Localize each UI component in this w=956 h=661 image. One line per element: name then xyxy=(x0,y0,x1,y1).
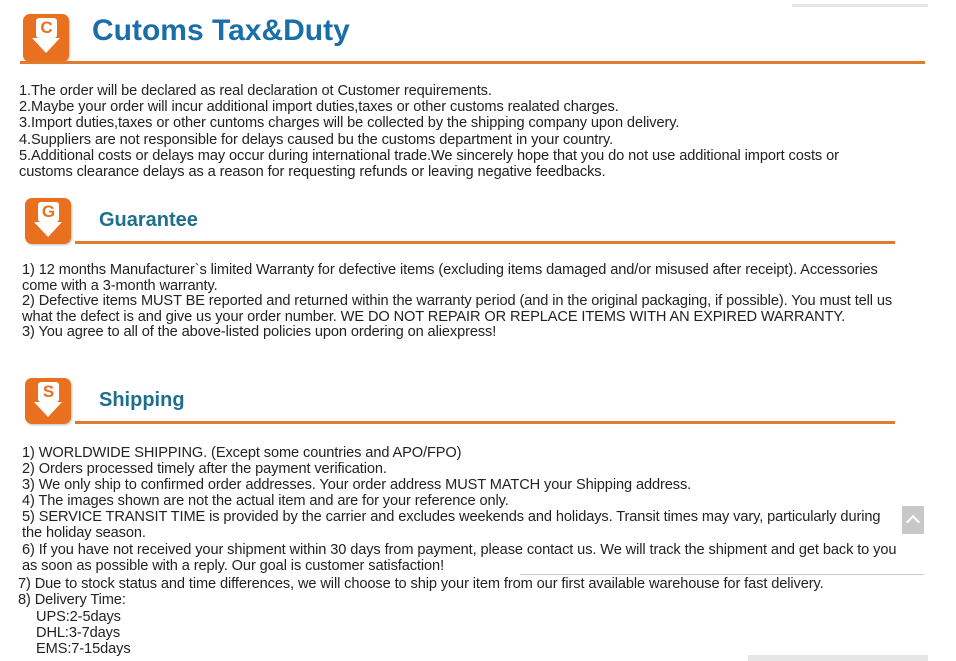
list-item: 1) WORLDWIDE SHIPPING. (Except some countries and APO/FPO) xyxy=(22,445,462,461)
list-item: 5) SERVICE TRANSIT TIME is provided by the carrier and excludes weekends and holidays. Transit times may vary, particularly during xyxy=(22,509,881,526)
list-item: 2) Orders processed timely after the payment verification. xyxy=(22,461,387,478)
list-item: 2.Maybe your order will incur additional import duties,taxes or other customs realated charges. xyxy=(19,99,619,116)
list-item: customs clearance delays as a reason for requesting refunds or leaving negative feedbacks. xyxy=(19,164,606,181)
shipping-badge-letter: S xyxy=(38,382,59,402)
shipping-list xyxy=(22,445,896,574)
guarantee-title: Guarantee xyxy=(99,209,198,231)
list-item: 1) 12 months Manufacturer`s limited Warranty for defective items (excluding items damaged and/or misused after receipt). Accessories xyxy=(22,262,878,278)
delivery-times-list xyxy=(36,609,131,657)
guarantee-divider xyxy=(75,241,895,244)
customs-divider xyxy=(20,61,925,64)
list-item: EMS:7-15days xyxy=(36,641,131,658)
scroll-to-top-button[interactable] xyxy=(902,506,924,534)
guarantee-badge-icon xyxy=(25,198,71,244)
down-arrow-icon xyxy=(34,402,62,417)
list-item: the holiday season. xyxy=(22,525,146,542)
bottom-right-strip xyxy=(748,655,928,661)
list-item: as soon as possible with a reply. Our goal is customer satisfaction! xyxy=(22,557,445,574)
separator-line xyxy=(520,574,924,575)
down-arrow-icon xyxy=(32,38,60,53)
shipping-title: Shipping xyxy=(99,389,185,411)
list-item: 3) You agree to all of the above-listed policies upon ordering on aliexpress! xyxy=(22,324,497,341)
customs-badge-letter: C xyxy=(36,18,57,38)
top-right-strip xyxy=(792,4,928,7)
list-item: 3) We only ship to confirmed order addresses. Your order address MUST MATCH your Shipping address. xyxy=(22,477,692,494)
list-item: 2) Defective items MUST BE reported and returned within the warranty period (and in the original packaging, if possible). You must tell us xyxy=(22,293,893,310)
list-item: 5.Additional costs or delays may occur during international trade.We sincerely hope that you do not use additional import costs or xyxy=(19,147,839,164)
shipping-list-continued xyxy=(18,576,824,608)
customs-list xyxy=(19,83,839,180)
down-arrow-icon xyxy=(34,222,62,237)
list-item: UPS:2-5days xyxy=(36,609,121,625)
guarantee-badge-letter: G xyxy=(38,202,59,222)
list-item: 7) Due to stock status and time differences, we will choose to ship your item from our first available warehouse for fast delivery. xyxy=(18,576,824,592)
list-item: come with a 3-month warranty. xyxy=(22,277,218,294)
list-item: 6) If you have not received your shipment within 30 days from payment, please contact us. We will track the shipment and get back to you xyxy=(22,541,897,558)
list-item: 4.Suppliers are not responsible for delays caused bu the customs department in your country. xyxy=(19,131,614,148)
customs-title: Cutoms Tax&Duty xyxy=(92,14,350,47)
guarantee-list xyxy=(22,263,892,341)
list-item: DHL:3-7days xyxy=(36,625,121,642)
list-item: what the defect is and give us your order number. WE DO NOT REPAIR OR REPLACE ITEMS WITH AN EXPIRED WARRANTY. xyxy=(22,308,846,325)
shipping-badge-icon xyxy=(25,378,71,424)
customs-badge-icon xyxy=(23,14,69,62)
shipping-divider xyxy=(75,421,895,424)
list-item: 4) The images shown are not the actual item and are for your reference only. xyxy=(22,493,509,510)
list-item: 1.The order will be declared as real declaration ot Customer requirements. xyxy=(19,83,492,99)
list-item: 3.Import duties,taxes or other cuntoms charges will be collected by the shipping company upon delivery. xyxy=(19,115,680,132)
list-item: 8) Delivery Time: xyxy=(18,592,126,609)
